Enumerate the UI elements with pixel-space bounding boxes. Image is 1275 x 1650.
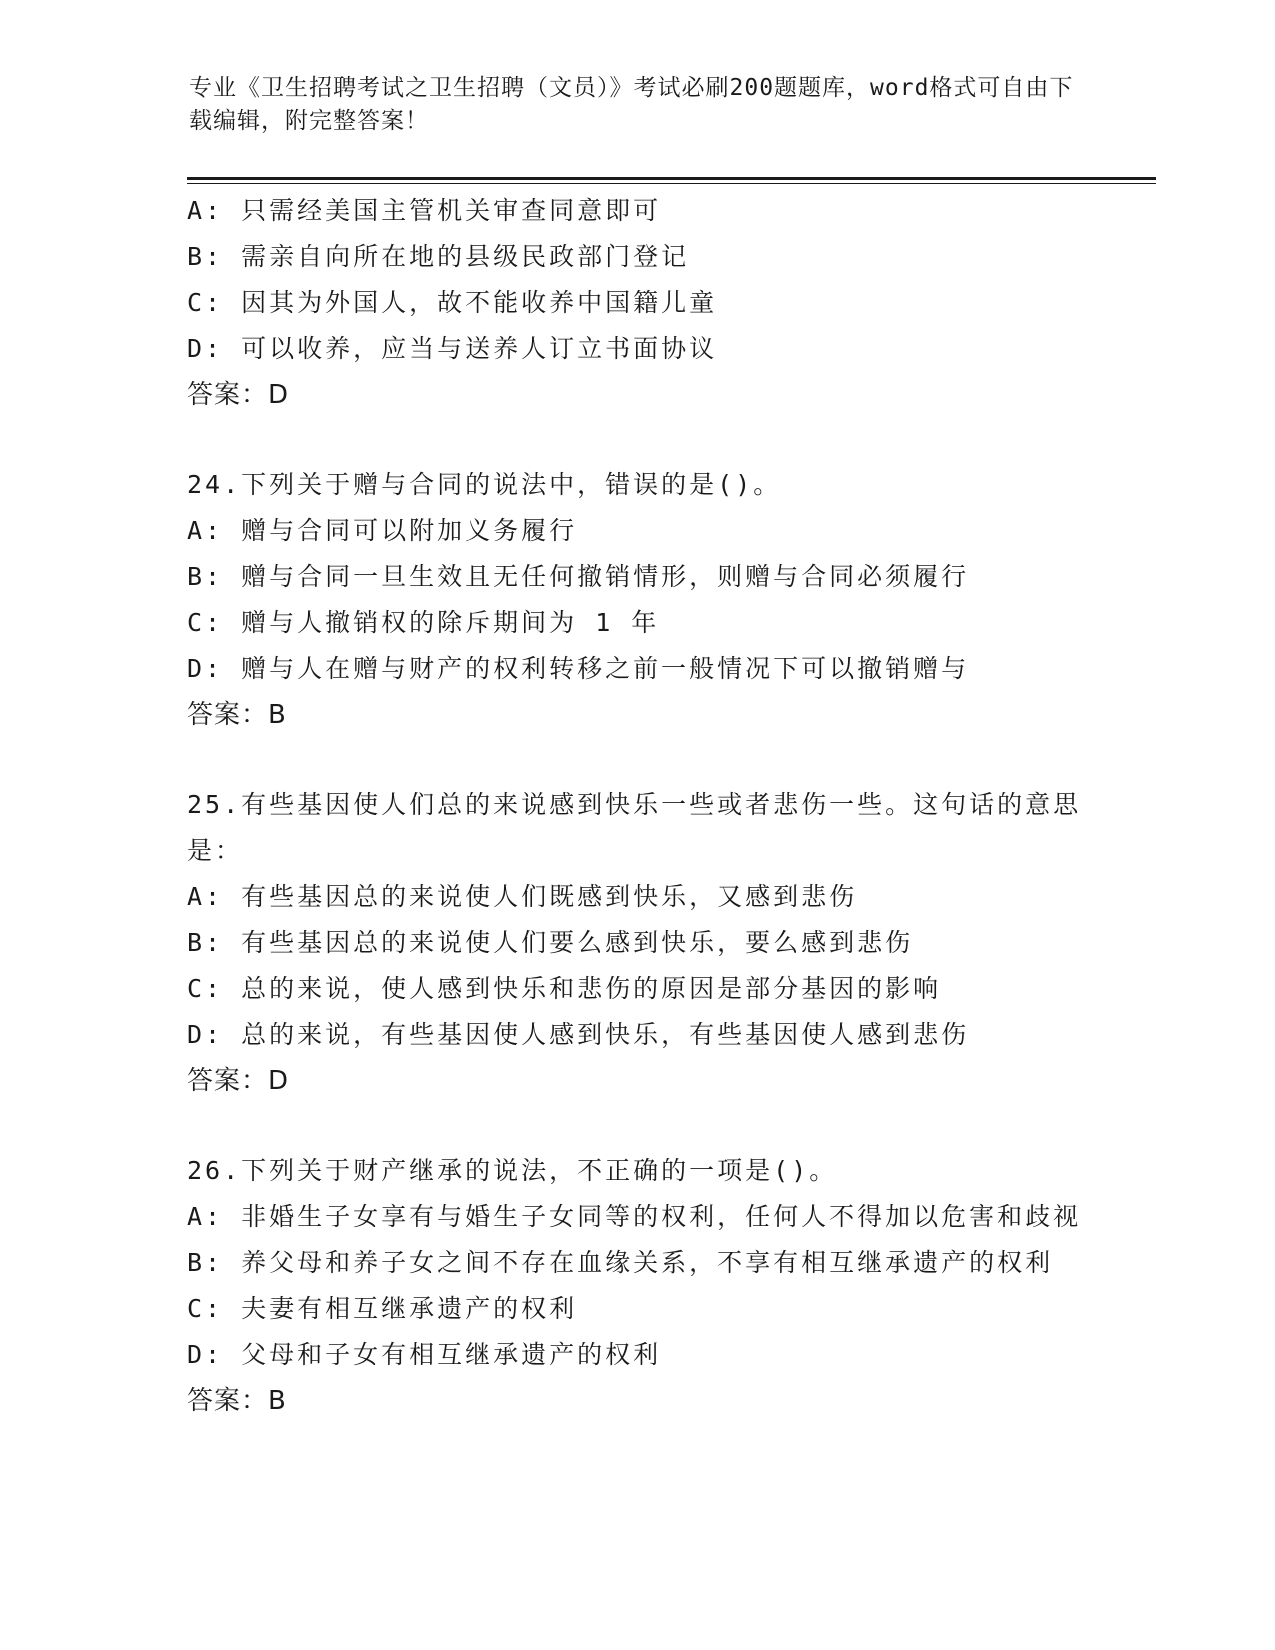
spacer bbox=[187, 738, 1087, 782]
option-a: A: 非婚生子女享有与婚生子女同等的权利，任何人不得加以危害和歧视 bbox=[187, 1202, 1082, 1231]
document-header: 专业《卫生招聘考试之卫生招聘（文员）》考试必刷200题题库，word格式可自由下载编辑，附完整答案！ bbox=[189, 75, 1074, 134]
question-text: 25.有些基因使人们总的来说感到快乐一些或者悲伤一些。这句话的意思是： bbox=[187, 790, 1082, 865]
question-list bbox=[187, 188, 1087, 1424]
question-23 bbox=[187, 188, 1087, 418]
spacer bbox=[187, 1104, 1087, 1148]
option-d: D: 总的来说，有些基因使人感到快乐，有些基因使人感到悲伤 bbox=[187, 1020, 970, 1049]
answer: 答案：D bbox=[187, 1066, 290, 1096]
option-b: B: 有些基因总的来说使人们要么感到快乐，要么感到悲伤 bbox=[187, 928, 914, 957]
option-b: B: 需亲自向所在地的县级民政部门登记 bbox=[187, 242, 690, 271]
question-25 bbox=[187, 782, 1087, 1104]
question-text: 26.下列关于财产继承的说法，不正确的一项是()。 bbox=[187, 1156, 838, 1185]
option-c: C: 因其为外国人，故不能收养中国籍儿童 bbox=[187, 288, 718, 317]
question-26 bbox=[187, 1148, 1087, 1424]
answer: 答案：B bbox=[187, 700, 287, 730]
header-rule-thin bbox=[187, 183, 1156, 184]
option-d: D: 父母和子女有相互继承遗产的权利 bbox=[187, 1340, 662, 1369]
header-rule-thick bbox=[187, 177, 1156, 180]
question-24 bbox=[187, 462, 1087, 738]
question-text: 24.下列关于赠与合同的说法中，错误的是()。 bbox=[187, 470, 782, 499]
option-d: D: 赠与人在赠与财产的权利转移之前一般情况下可以撤销赠与 bbox=[187, 654, 970, 683]
option-c: C: 赠与人撤销权的除斥期间为 1 年 bbox=[187, 608, 660, 637]
option-d: D: 可以收养，应当与送养人订立书面协议 bbox=[187, 334, 718, 363]
answer: 答案：D bbox=[187, 380, 290, 410]
option-b: B: 养父母和养子女之间不存在血缘关系，不享有相互继承遗产的权利 bbox=[187, 1248, 1054, 1277]
option-c: C: 夫妻有相互继承遗产的权利 bbox=[187, 1294, 578, 1323]
option-a: A: 有些基因总的来说使人们既感到快乐，又感到悲伤 bbox=[187, 882, 858, 911]
option-c: C: 总的来说，使人感到快乐和悲伤的原因是部分基因的影响 bbox=[187, 974, 942, 1003]
option-a: A: 只需经美国主管机关审查同意即可 bbox=[187, 196, 662, 225]
option-a: A: 赠与合同可以附加义务履行 bbox=[187, 516, 578, 545]
option-b: B: 赠与合同一旦生效且无任何撤销情形，则赠与合同必须履行 bbox=[187, 562, 970, 591]
spacer bbox=[187, 418, 1087, 462]
answer: 答案：B bbox=[187, 1386, 287, 1416]
